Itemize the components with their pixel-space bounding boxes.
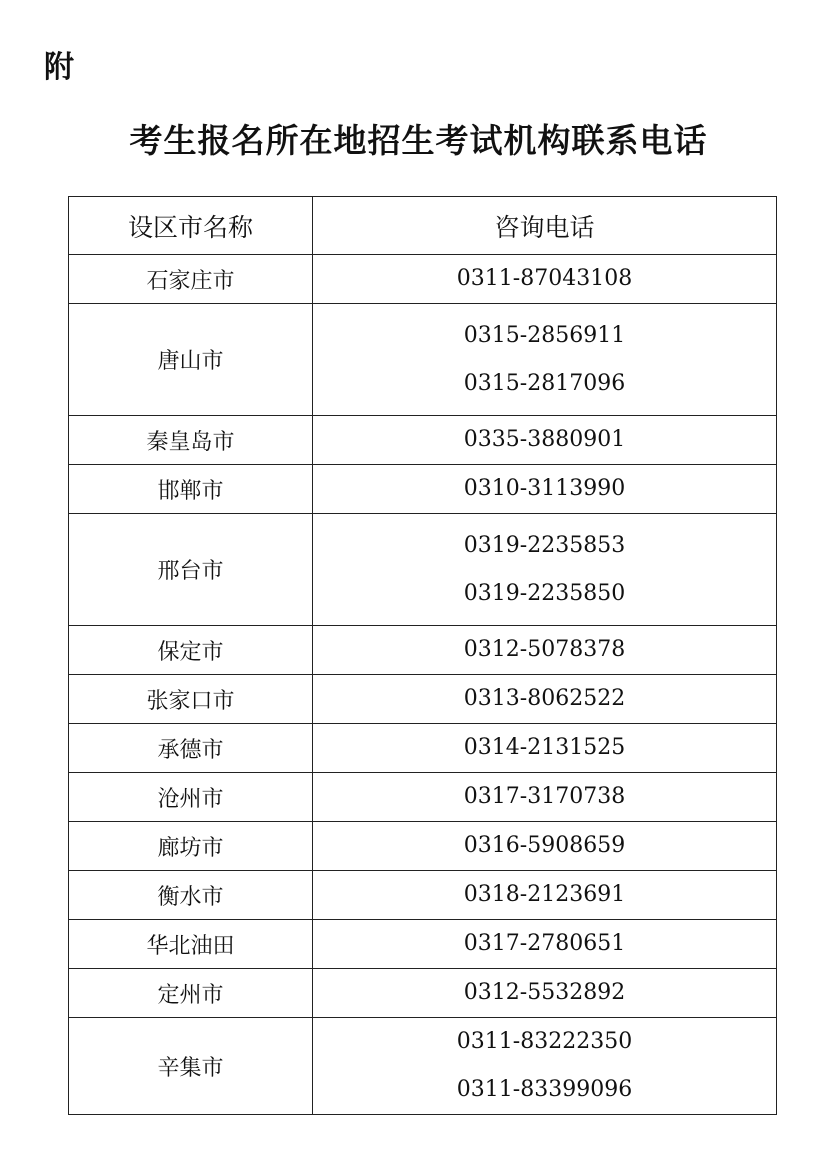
table-row — [69, 675, 777, 724]
phone-number: 0314-2131525 — [463, 735, 626, 760]
table-row — [69, 304, 777, 416]
city-name: 张家口市 — [69, 675, 313, 724]
phone-cell — [313, 969, 777, 1018]
city-name: 承德市 — [69, 724, 313, 773]
city-name: 沧州市 — [69, 773, 313, 822]
city-name: 石家庄市 — [69, 255, 313, 304]
table-row — [69, 724, 777, 773]
header-city: 设区市名称 — [69, 197, 313, 255]
city-name: 廊坊市 — [69, 822, 313, 871]
table-row — [69, 871, 777, 920]
table-header-row — [69, 197, 777, 255]
phone-cell — [313, 822, 777, 871]
table-row — [69, 465, 777, 514]
phone-cell — [313, 675, 777, 724]
phone-number: 0316-5908659 — [463, 833, 626, 858]
table-row — [69, 773, 777, 822]
phone-number: 0319-2235853 — [463, 532, 626, 558]
phone-number: 0311-87043108 — [456, 266, 633, 291]
phone-cell — [313, 255, 777, 304]
city-name: 辛集市 — [69, 1018, 313, 1115]
phone-number: 0312-5532892 — [463, 980, 626, 1005]
phone-number: 0335-3880901 — [463, 427, 626, 452]
phone-cell — [313, 465, 777, 514]
phone-number: 0313-8062522 — [463, 686, 626, 711]
contact-table — [68, 196, 777, 1115]
phone-number: 0310-3113990 — [463, 476, 626, 501]
table-row — [69, 1018, 777, 1115]
city-name: 华北油田 — [69, 920, 313, 969]
phone-cell — [313, 304, 777, 416]
phone-number: 0318-2123691 — [463, 882, 626, 907]
table-row — [69, 969, 777, 1018]
phone-cell — [313, 1018, 777, 1115]
city-name: 衡水市 — [69, 871, 313, 920]
document-title: 考生报名所在地招生考试机构联系电话 — [129, 121, 708, 160]
phone-number: 0312-5078378 — [463, 637, 626, 662]
city-name: 邢台市 — [69, 514, 313, 626]
table-row — [69, 822, 777, 871]
city-name: 秦皇岛市 — [69, 416, 313, 465]
city-name: 保定市 — [69, 626, 313, 675]
phone-number: 0319-2235850 — [463, 580, 626, 606]
phone-cell — [313, 920, 777, 969]
phone-cell — [313, 626, 777, 675]
phone-number: 0315-2856911 — [463, 322, 626, 348]
table-row — [69, 920, 777, 969]
phone-number: 0317-3170738 — [463, 784, 626, 809]
city-name: 邯郸市 — [69, 465, 313, 514]
table-body — [69, 255, 777, 1115]
table-row — [69, 255, 777, 304]
phone-cell — [313, 416, 777, 465]
header-phone: 咨询电话 — [313, 197, 777, 255]
table-row — [69, 626, 777, 675]
phone-number: 0311-83222350 — [456, 1029, 633, 1054]
phone-number: 0311-83399096 — [456, 1077, 633, 1102]
table-row — [69, 514, 777, 626]
phone-cell — [313, 871, 777, 920]
phone-number: 0315-2817096 — [463, 370, 626, 396]
phone-cell — [313, 724, 777, 773]
city-name: 唐山市 — [69, 304, 313, 416]
phone-cell — [313, 514, 777, 626]
phone-cell — [313, 773, 777, 822]
phone-number: 0317-2780651 — [463, 931, 626, 956]
attachment-label: 附 — [44, 50, 74, 85]
table-row — [69, 416, 777, 465]
city-name: 定州市 — [69, 969, 313, 1018]
